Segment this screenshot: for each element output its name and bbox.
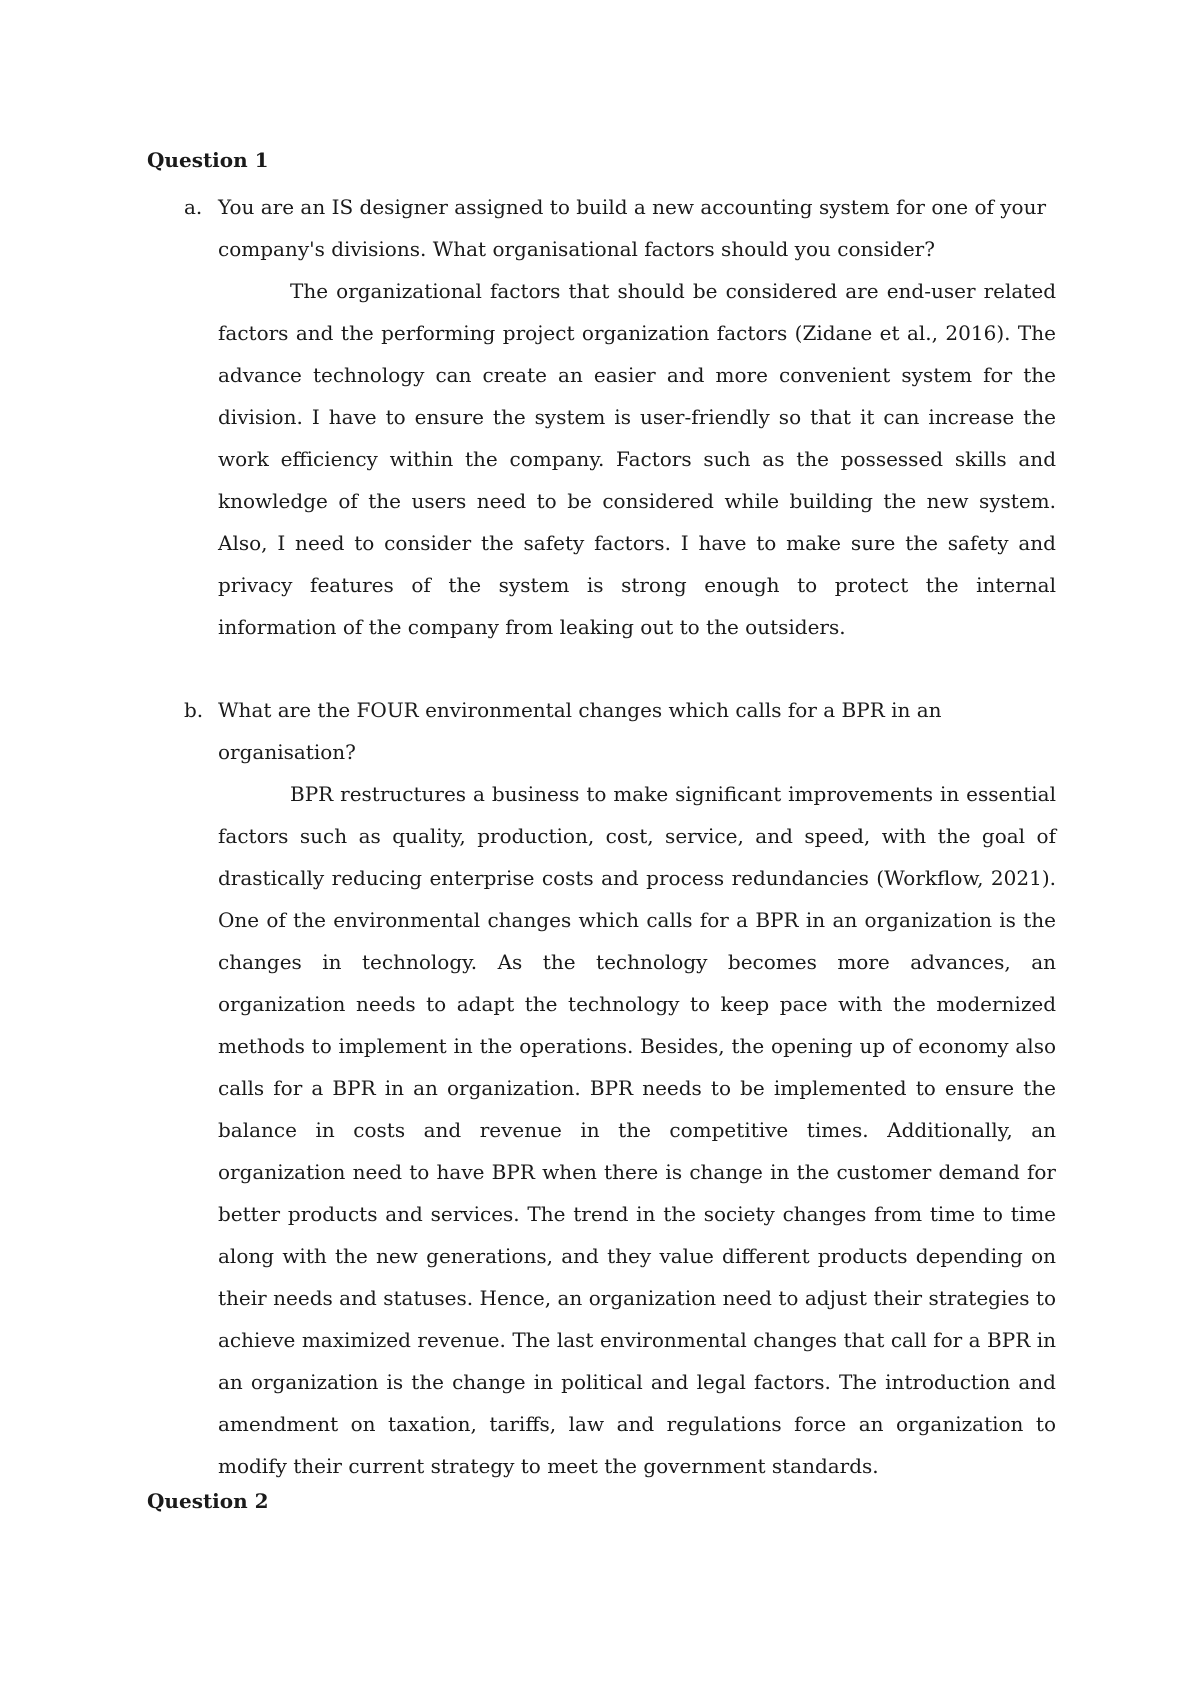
question-2-heading: Question 2 <box>147 1489 269 1513</box>
question-1-part-a <box>184 186 1058 648</box>
part-b-answer: BPR restructures a business to make significant improvements in essential factors such as quality, production, cost, service, and speed, with the goal of drastically reducing enterprise costs and process redundancies (Workflow, 2021). One of the environmental changes which calls for a BPR in an organization is the changes in technology. As the technology becomes more advances, an organization needs to adapt the technology to keep pace with the modernized methods to implement in the operations. Besides, the opening up of economy also calls for a BPR in an organization. BPR needs to be implemented to ensure the balance in costs and revenue in the competitive times. Additionally, an organization need to have BPR when there is change in the customer demand for better products and services. The trend in the society changes from time to time along with the new generations, and they value different products depending on their needs and statuses. Hence, an organization need to adjust their strategies to achieve maximized revenue. The last environmental changes that call for a BPR in an organization is the change in political and legal factors. The introduction and amendment on taxation, tariffs, law and regulations force an organization to modify their current strategy to meet the government standards. <box>218 782 1056 1478</box>
part-a-answer: The organizational factors that should be considered are end-user related factors and the performing project organization factors (Zidane et al., 2016). The advance technology can create an easier and more convenient system for the division. I have to ensure the system is user-friendly so that it can increase the work efficiency within the company. Factors such as the possessed skills and knowledge of the users need to be considered while building the new system. Also, I need to consider the safety factors. I have to make sure the safety and privacy features of the system is strong enough to protect the internal information of the company from leaking out to the outsiders. <box>218 279 1056 639</box>
question-1-heading: Question 1 <box>147 148 269 172</box>
part-b-marker: b. <box>184 698 204 722</box>
part-a-marker: a. <box>184 195 203 219</box>
part-a-question: You are an IS designer assigned to build a new accounting system for one of your company's divisions. What organisational factors should you consider? <box>218 195 1047 261</box>
part-b-question: What are the FOUR environmental changes which calls for a BPR in an organisation? <box>218 698 942 764</box>
question-1-part-b <box>184 689 1058 1487</box>
